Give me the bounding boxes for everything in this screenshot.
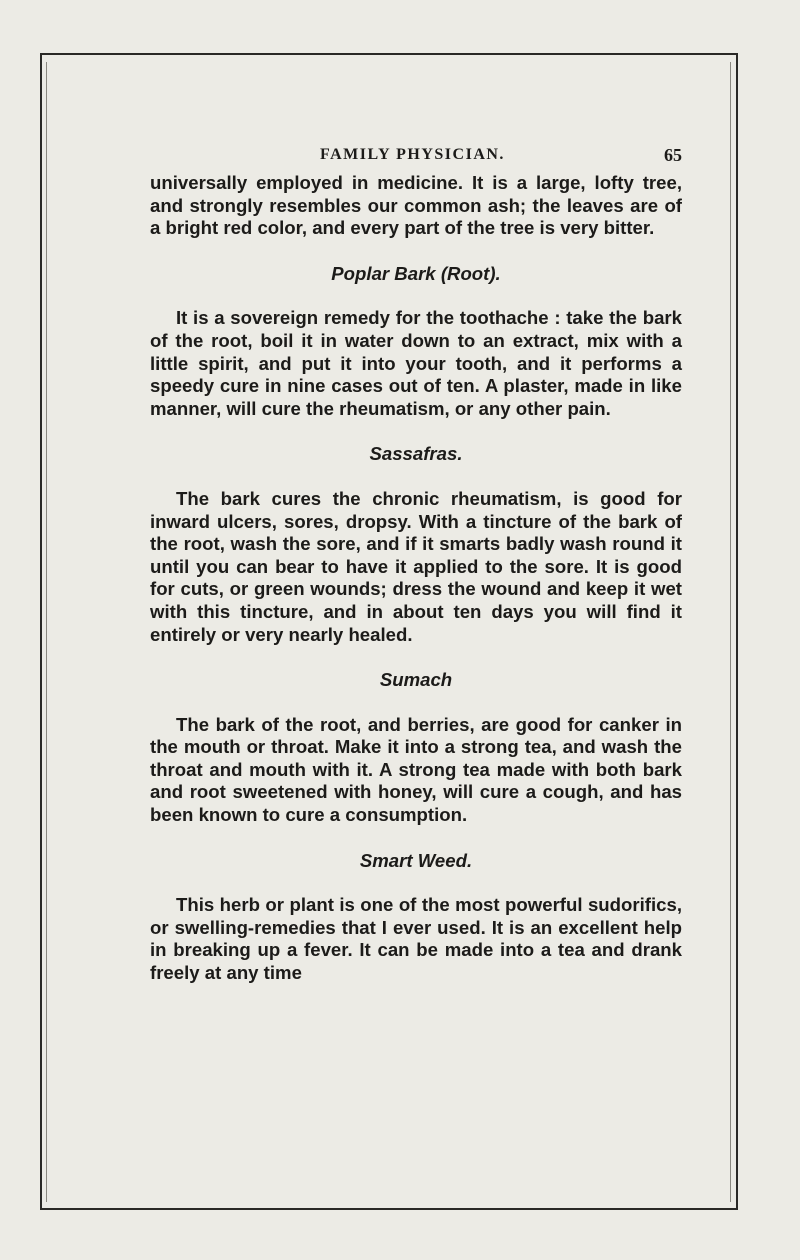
- page-number: 65: [664, 145, 682, 165]
- page-border-right: [736, 53, 738, 1210]
- heading-smart-weed: Smart Weed.: [359, 849, 473, 871]
- page-header: [150, 143, 682, 167]
- heading-sassafras: Sassafras.: [369, 443, 463, 465]
- page-border-top: [40, 53, 738, 55]
- paragraph-ash-tree: universally employed in medicine. It is a large, lofty tree, and strongly resembles our common ash; the leaves are of a bright red color, and every part of the tree is very bitter.: [150, 172, 682, 239]
- page-body: [150, 172, 682, 985]
- paragraph-sumach: The bark of the root, and berries, are good for canker in the mouth or throat. Make it into a strong tea, and wash the throat and mouth with it. A strong tea made with both bark and root sweetened with honey, will cure a cough, and has been known to cure a consumption.: [150, 713, 682, 826]
- heading-sumach: Sumach: [379, 669, 453, 691]
- paragraph-smart-weed: This herb or plant is one of the most powerful sudorifics, or swelling-remedies that I ever used. It is an excellent help in breaking up a fever. It can be made into a tea and drank freely at any time: [150, 894, 682, 984]
- paragraph-poplar-bark: It is a sovereign remedy for the toothache : take the bark of the root, boil it in water down to an extract, mix with a little spirit, and put it into your tooth, and it performs a speedy cure in nine cases out of ten. A plaster, made in like manner, will cure the rheumatism, or any other pain.: [150, 307, 682, 419]
- page-border-bottom: [40, 1208, 738, 1210]
- running-title: FAMILY PHYSICIAN.: [320, 146, 505, 163]
- page-border-left: [40, 53, 42, 1210]
- page-inner-rule-left: [46, 62, 47, 1202]
- paragraph-sassafras: The bark cures the chronic rheumatism, is good for inward ulcers, sores, dropsy. With a tincture of the bark of the root, wash the sore, and if it smarts badly wash round it until you can bear to have it applied to the sore. It is good for cuts, or green wounds; dress the wound and keep it wet with this tincture, and in about ten days you will find it entirely or very nearly healed.: [150, 487, 682, 645]
- heading-poplar-bark: Poplar Bark (Root).: [331, 262, 501, 284]
- page-inner-rule-right: [730, 62, 731, 1202]
